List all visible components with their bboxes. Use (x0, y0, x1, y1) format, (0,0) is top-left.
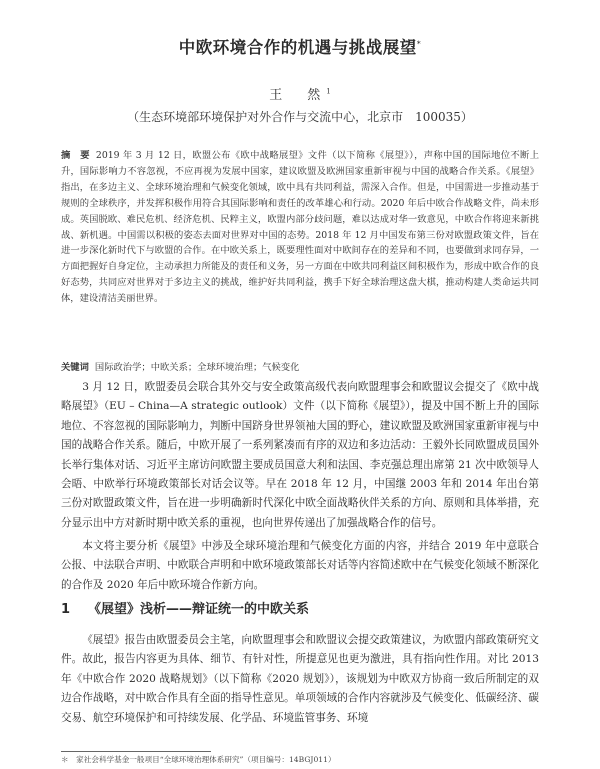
affiliation: （生态环境部环境保护对外合作与交流中心，北京市 100035） (127, 110, 473, 124)
keywords (61, 360, 539, 375)
section-number: 1 (61, 602, 71, 617)
abstract-text: 2019 年 3 月 12 日，欧盟公布《欧中战略展望》文件（以下简称《展望》），声称中国的国际地位不断上升，国际影响力不容忽视，不应再视为发展中国家，建议欧盟及欧洲国家重新审视与中国的战略合作关系。《展望》指出，在多边主义、全球环境治理和气候变化领域，欧中具有共同利益，需深入合作。但是，中国需进一步推动基于规则的全球秩序，并发挥积极作用符合其国际影响和责任的改革雄心和行动。2020 年后中欧合作战略文件，尚未形成。英国脱欧、难民危机、经济危机、民粹主义，欧盟内部分歧问题，难以达成对华一致意见，中欧合作将迎来新挑战、新机遇。中国需以积极的姿态去面对世界对中国的态势。2018 年 12 月中国发布第三份对欧盟政策文件，旨在进一步深化新时代下与欧盟的合作。在中欧关系上，既要理性面对中欧间存在的差异和不同，也要做到求同存异，一方面把握好自身定位，主动承担力所能及的责任和义务，另一方面在中欧共同利益区间积极作为，形成中欧合作的良好态势，共同应对世界对于多边主义的挑战，维护好共同利益，携手下好全球治理这盘大棋，推动构建人类命运共同体，建设清洁美丽世界。 (61, 150, 539, 305)
abstract (61, 148, 539, 307)
body-paragraph-3: 《展望》报告由欧盟委员会主笔，向欧盟理事会和欧盟议会提交政策建议，为欧盟内部政策研究文件。故此，报告内容更为具体、细节、有针对性，所提意见也更为激进，具有指向性作用。对比 2013 年《中欧合作 2020 战略规划》（以下简称《2020 规划》），该规划为中欧双方协商一致后所制定的双边合作战略，对中欧合作具有全面的指导性意见。单项领域的合作内容就涉及气候变化、低碳经济、碳交易、航空环境保护和可持续发展、化学品、环境监管事务、环境 (61, 634, 539, 724)
author-name: 王 然 (269, 88, 327, 103)
paper-title (0, 34, 600, 58)
paper-title-text: 中欧环境合作的机遇与挑战展望 (178, 38, 417, 57)
author-mark: 1 (326, 87, 331, 96)
keywords-label: 关键词 (61, 362, 89, 373)
section-title: 《展望》浅析——辩证统一的中欧关系 (88, 602, 310, 617)
title-footnote-mark: * (416, 39, 422, 49)
body-paragraph-2: 本文将主要分析《展望》中涉及全球环境治理和气候变化方面的内容，并结合 2019 年中意联合公报、中法联合声明、中欧联合声明和中欧环境政策部长对话等内容简述欧中在气候变化领域不断深化的合作及 2020 年后中欧环境合作新方向。 (61, 540, 539, 591)
footnote: ＊ 家社会科学基金一般项目“全球环境治理体系研究”（项目编号：14BGJ011） (61, 755, 336, 764)
author-line (0, 84, 600, 103)
body-paragraph-1: 3 月 12 日，欧盟委员会联合其外交与安全政策高级代表向欧盟理事会和欧盟议会提交了《欧中战略展望》（EU – China—A strategic outlook）文件（以下简称《展望》），提及中国不断上升的国际地位、不容忽视的国际影响力，判断中国跻身世界领袖大国的野心，建议欧盟及欧洲国家重新审视与中国的战略合作关系。随后，中欧开展了一系列紧凑而有序的双边和多边活动：王毅外长同欧盟成员国外长举行集体对话、习近平主席访问欧盟主要成员国意大利和法国、李克强总理出席第 21 次中欧领导人会晤、中欧举行环境政策部长对话会议等。早在 2018 年 12 月，中国继 2003 年和 2014 年出台第三份对欧盟政策文件，旨在进一步明确新时代深化中欧全面战略伙伴关系的方向、原则和具体举措，充分显示出中方对新时期中欧关系的重视，也向世界传递出了加强战略合作的信号。 (61, 381, 539, 529)
keywords-text: 国际政治学；中欧关系；全球环境治理；气候变化 (94, 362, 300, 373)
abstract-label: 摘 要 (61, 150, 90, 161)
section-heading (61, 598, 539, 617)
footnote-divider (61, 751, 211, 752)
